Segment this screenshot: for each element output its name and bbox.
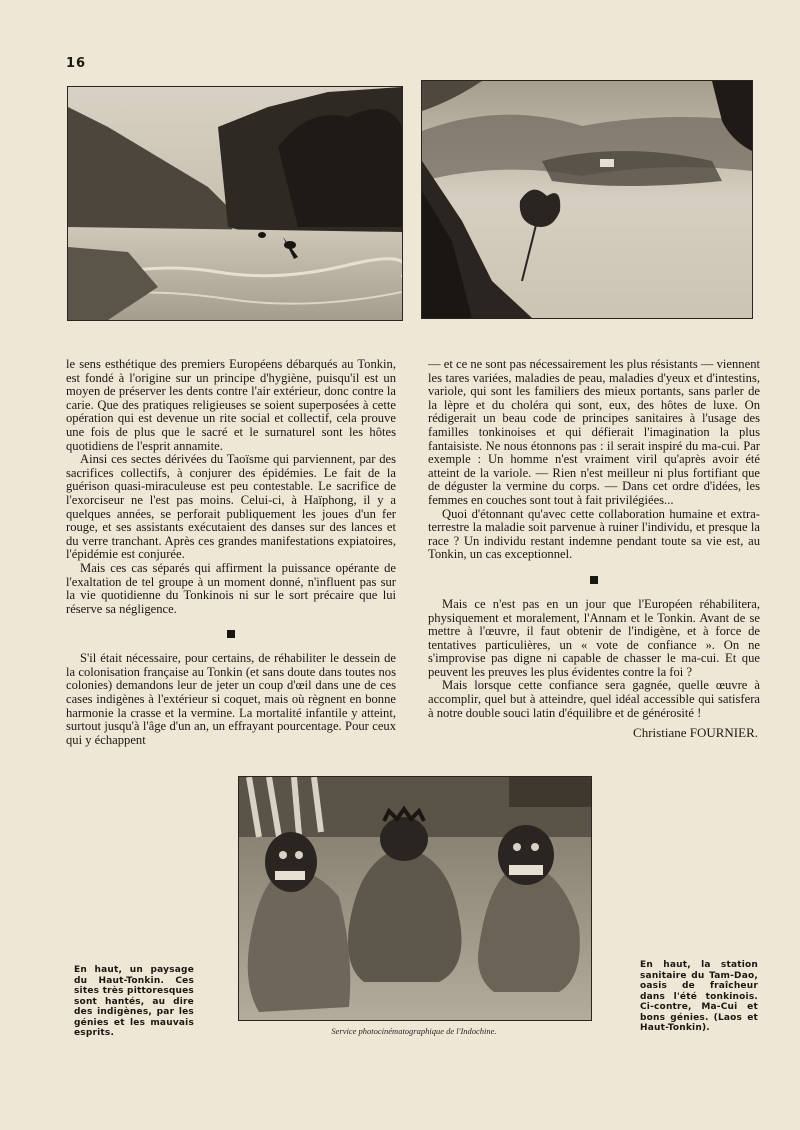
section-separator: [227, 630, 235, 638]
masked-dancers-photo: [238, 776, 592, 1021]
article-column-left: [66, 358, 396, 747]
article-paragraph: S'il était nécessaire, pour certains, de réhabiliter le dessein de la colonisation française au Tonkin (et sans doute dans toutes nos colonies) demandons leur de jeter un coup d'œil dans une de ces cases indigènes à l'extérieur si coquet, mais où règnent en bonne harmonie la crasse et la vermine. La mortalité infantile y atteint, surtout jusqu'à l'âge d'un an, un effrayant pourcentage. Pour ceux qui y échappent: [66, 651, 396, 747]
article-paragraph: — et ce ne sont pas nécessairement les plus résistants — viennent les tares variées, maladies de peau, maladies d'yeux et d'intestins, variole, qui sont les familiers des mieux portants, sans parler de la lèpre et du choléra qui sont, eux, des hôtes de luxe. On rédigerait un beau code de principes sanitaires à l'usage des familles tonkinoises et qui défierait l'imagination la plus fantaisiste. Ne nous étonnons pas : il serait inspiré du ma-cui. Par exemple : Un homme n'est vraiment viril qu'après avoir été atteint de la variole. — Rien n'est meilleur ni plus fortifiant que de déguster la vermine du corps. — Dans cet ordre d'idées, les femmes en couches sont tout à fait privilégiées...: [428, 357, 760, 507]
article-paragraph: Mais ces cas séparés qui affirment la puissance opérante de l'exaltation de tel groupe à un moment donné, n'influent pas sur la vie quotidienne du Tonkinois ni sur le sort précaire que lui réserve sa négligence.: [66, 560, 396, 616]
article-paragraph: Quoi d'étonnant qu'avec cette collaboration humaine et extra-terrestre la maladie soit parvenue à ruiner l'individu, et presque la race ? Un individu restant indemne pendant toute sa vie est, au Tonkin, un cas exceptionnel.: [428, 506, 760, 562]
article-paragraph: Mais ce n'est pas en un jour que l'Européen réhabilitera, physiquement et moralement, l'Annam et le Tonkin. Avant de se mettre à l'œuvre, il faut obtenir de l'indigène, et à force de tentatives particulières, un « vote de confiance ». On ne s'improvise pas digne ni capable de chasser le ma-cui. Et que peuvent les preuves les plus évidentes contre la foi ?: [428, 596, 760, 679]
hill-station-fog-photo: [421, 80, 753, 319]
article-paragraph: le sens esthétique des premiers Européens débarqués au Tonkin, est fondé à l'origine sur un principe d'hygiène, puisqu'il est un moyen de préserver les dents contre l'air extérieur, donc contre la carie. Que des pratiques religieuses se soient superposées à cette opération qui est devenue un rite social et collectif, cela prouve une fois de plus que le sacré et le surnaturel sont les hôtes quotidiens de l'esprit annamite.: [66, 357, 396, 453]
page-number: 16: [66, 56, 87, 71]
article-column-right: [428, 358, 760, 740]
photo-caption-left: En haut, un paysage du Haut-Tonkin. Ces sites très pittoresques sont hantés, au dire des indigènes, par les génies et les mauvais esprits.: [74, 965, 194, 1038]
article-paragraph: Mais lorsque cette confiance sera gagnée, quelle œuvre à accomplir, quel but à atteindre, quel idéal accessible qui satisfera à notre double souci latin d'équilibre et de générosité !: [428, 678, 760, 720]
photo-caption-right: En haut, la station sanitaire du Tam-Dao, oasis de fraîcheur dans l'été tonkinois. Ci-contre, Ma-Cui et bons génies. (Laos et Haut-Tonkin).: [640, 960, 758, 1033]
photo-credit: Service photocinématographique de l'Indochine.: [331, 1026, 497, 1036]
article-paragraph: Ainsi ces sectes dérivées du Taoïsme qui parviennent, par des sacrifices collectifs, à conjurer des épidémies. Le fait de la guérison quasi-miraculeuse est peu contestable. Le sacrifice de l'exorciseur ne l'est pas moins. Celui-ci, à Haïphong, il y a quelques années, se perforait publiquement les joues d'un fer rouge, et ses assistants exécutaient des danses sur des lances et du verre tranchant. Après ces grandes manifestations expiatoires, l'épidémie est conjurée.: [66, 452, 396, 562]
river-rapids-photo: [67, 86, 403, 321]
section-separator: [590, 576, 598, 584]
author-signature: Christiane FOURNIER.: [633, 725, 758, 741]
